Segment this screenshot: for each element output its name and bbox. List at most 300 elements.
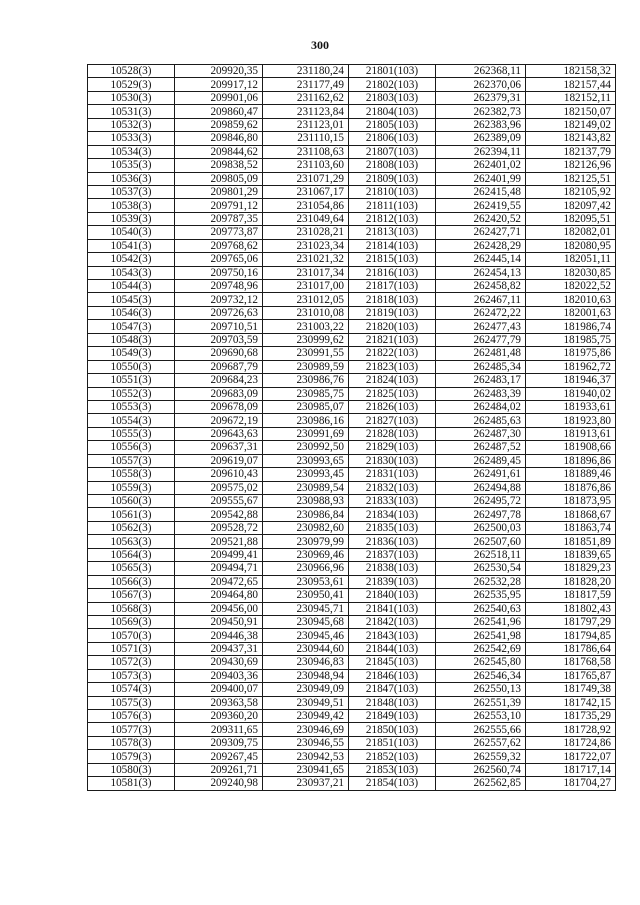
coord-y-cell: 182082,01 [526, 226, 616, 239]
point-id-cell: 21811(103) [349, 199, 436, 212]
coord-x-cell: 262557,62 [436, 736, 526, 749]
point-id-cell: 21842(103) [349, 615, 436, 628]
table-row [88, 226, 616, 239]
coord-y-cell: 230949,51 [263, 696, 349, 709]
coord-y-cell: 181704,27 [526, 777, 616, 790]
table-row [88, 656, 616, 669]
coord-y-cell: 230991,69 [263, 427, 349, 440]
coord-y-cell: 230982,60 [263, 521, 349, 534]
coord-y-cell: 231110,15 [263, 132, 349, 145]
coord-y-cell: 181794,85 [526, 629, 616, 642]
coord-y-cell: 182097,42 [526, 199, 616, 212]
coord-y-cell: 181802,43 [526, 602, 616, 615]
coord-y-cell: 181728,92 [526, 723, 616, 736]
coord-y-cell: 181765,87 [526, 669, 616, 682]
coord-x-cell: 209683,09 [175, 387, 263, 400]
coord-x-cell: 209363,58 [175, 696, 263, 709]
point-id-cell: 10571(3) [88, 642, 175, 655]
coord-x-cell: 262545,80 [436, 656, 526, 669]
coord-y-cell: 181908,66 [526, 441, 616, 454]
coord-x-cell: 262427,71 [436, 226, 526, 239]
point-id-cell: 10542(3) [88, 253, 175, 266]
coord-x-cell: 262541,96 [436, 615, 526, 628]
table-row [88, 750, 616, 763]
table-row [88, 535, 616, 548]
coord-x-cell: 209687,79 [175, 360, 263, 373]
table-row [88, 199, 616, 212]
table-row [88, 185, 616, 198]
coordinates-table-body [88, 65, 616, 791]
coord-y-cell: 181962,72 [526, 360, 616, 373]
coord-y-cell: 181896,86 [526, 454, 616, 467]
coord-x-cell: 209240,98 [175, 777, 263, 790]
coord-x-cell: 262389,09 [436, 132, 526, 145]
coord-x-cell: 209690,68 [175, 347, 263, 360]
point-id-cell: 21807(103) [349, 145, 436, 158]
coord-x-cell: 209437,31 [175, 642, 263, 655]
coord-x-cell: 262477,43 [436, 320, 526, 333]
point-id-cell: 21830(103) [349, 454, 436, 467]
table-row [88, 293, 616, 306]
coord-y-cell: 181749,38 [526, 683, 616, 696]
table-row [88, 320, 616, 333]
point-id-cell: 21827(103) [349, 414, 436, 427]
coord-x-cell: 209521,88 [175, 535, 263, 548]
table-row [88, 454, 616, 467]
table-row [88, 763, 616, 776]
point-id-cell: 21808(103) [349, 159, 436, 172]
coord-x-cell: 262401,02 [436, 159, 526, 172]
point-id-cell: 10561(3) [88, 508, 175, 521]
coord-y-cell: 230949,09 [263, 683, 349, 696]
coord-y-cell: 230937,21 [263, 777, 349, 790]
point-id-cell: 21816(103) [349, 266, 436, 279]
point-id-cell: 10555(3) [88, 427, 175, 440]
point-id-cell: 21840(103) [349, 589, 436, 602]
table-row [88, 253, 616, 266]
coord-y-cell: 231012,05 [263, 293, 349, 306]
point-id-cell: 10547(3) [88, 320, 175, 333]
coord-x-cell: 209684,23 [175, 374, 263, 387]
coord-x-cell: 262559,32 [436, 750, 526, 763]
point-id-cell: 10543(3) [88, 266, 175, 279]
point-id-cell: 10553(3) [88, 400, 175, 413]
point-id-cell: 10556(3) [88, 441, 175, 454]
coord-x-cell: 209610,43 [175, 468, 263, 481]
table-row [88, 669, 616, 682]
coord-x-cell: 209787,35 [175, 212, 263, 225]
coord-y-cell: 230942,53 [263, 750, 349, 763]
coord-y-cell: 230969,46 [263, 548, 349, 561]
point-id-cell: 10572(3) [88, 656, 175, 669]
coord-y-cell: 181742,15 [526, 696, 616, 709]
coord-x-cell: 262532,28 [436, 575, 526, 588]
coord-x-cell: 262467,11 [436, 293, 526, 306]
coord-x-cell: 209542,88 [175, 508, 263, 521]
point-id-cell: 10564(3) [88, 548, 175, 561]
coord-y-cell: 230985,75 [263, 387, 349, 400]
coord-y-cell: 230948,94 [263, 669, 349, 682]
point-id-cell: 10560(3) [88, 495, 175, 508]
coord-y-cell: 181975,86 [526, 347, 616, 360]
coord-y-cell: 231180,24 [263, 65, 349, 78]
point-id-cell: 21836(103) [349, 535, 436, 548]
point-id-cell: 10531(3) [88, 105, 175, 118]
table-row [88, 642, 616, 655]
coord-y-cell: 230993,65 [263, 454, 349, 467]
point-id-cell: 10576(3) [88, 710, 175, 723]
coord-x-cell: 262540,63 [436, 602, 526, 615]
coord-x-cell: 209403,36 [175, 669, 263, 682]
coord-x-cell: 262472,22 [436, 306, 526, 319]
point-id-cell: 21854(103) [349, 777, 436, 790]
point-id-cell: 10548(3) [88, 333, 175, 346]
coord-x-cell: 262551,39 [436, 696, 526, 709]
coord-y-cell: 182022,52 [526, 280, 616, 293]
coord-x-cell: 209859,62 [175, 118, 263, 131]
coord-x-cell: 262489,45 [436, 454, 526, 467]
table-row [88, 145, 616, 158]
coord-y-cell: 230985,07 [263, 400, 349, 413]
coord-y-cell: 181797,29 [526, 615, 616, 628]
coord-y-cell: 181735,29 [526, 710, 616, 723]
point-id-cell: 21822(103) [349, 347, 436, 360]
point-id-cell: 10533(3) [88, 132, 175, 145]
coord-y-cell: 181829,23 [526, 562, 616, 575]
point-id-cell: 10570(3) [88, 629, 175, 642]
coord-y-cell: 230993,45 [263, 468, 349, 481]
point-id-cell: 21824(103) [349, 374, 436, 387]
coord-x-cell: 262483,39 [436, 387, 526, 400]
coord-y-cell: 230986,76 [263, 374, 349, 387]
coord-x-cell: 262546,34 [436, 669, 526, 682]
table-row [88, 777, 616, 790]
point-id-cell: 21817(103) [349, 280, 436, 293]
coord-x-cell: 262542,69 [436, 642, 526, 655]
point-id-cell: 10575(3) [88, 696, 175, 709]
point-id-cell: 10579(3) [88, 750, 175, 763]
coord-x-cell: 209838,52 [175, 159, 263, 172]
point-id-cell: 10566(3) [88, 575, 175, 588]
coord-y-cell: 182010,63 [526, 293, 616, 306]
point-id-cell: 21839(103) [349, 575, 436, 588]
coord-y-cell: 230945,68 [263, 615, 349, 628]
point-id-cell: 10574(3) [88, 683, 175, 696]
point-id-cell: 21841(103) [349, 602, 436, 615]
point-id-cell: 10550(3) [88, 360, 175, 373]
point-id-cell: 10544(3) [88, 280, 175, 293]
point-id-cell: 10557(3) [88, 454, 175, 467]
point-id-cell: 10538(3) [88, 199, 175, 212]
coord-x-cell: 209400,07 [175, 683, 263, 696]
point-id-cell: 21813(103) [349, 226, 436, 239]
coord-x-cell: 209732,12 [175, 293, 263, 306]
coord-x-cell: 262497,78 [436, 508, 526, 521]
coord-x-cell: 209575,02 [175, 481, 263, 494]
point-id-cell: 21829(103) [349, 441, 436, 454]
point-id-cell: 21850(103) [349, 723, 436, 736]
coord-y-cell: 231054,86 [263, 199, 349, 212]
coord-x-cell: 209430,69 [175, 656, 263, 669]
coord-y-cell: 182051,11 [526, 253, 616, 266]
coord-x-cell: 262370,06 [436, 78, 526, 91]
coord-y-cell: 230946,55 [263, 736, 349, 749]
point-id-cell: 10546(3) [88, 306, 175, 319]
point-id-cell: 10549(3) [88, 347, 175, 360]
coord-x-cell: 262383,96 [436, 118, 526, 131]
table-row [88, 441, 616, 454]
coord-y-cell: 230989,54 [263, 481, 349, 494]
point-id-cell: 21815(103) [349, 253, 436, 266]
point-id-cell: 21802(103) [349, 78, 436, 91]
coord-x-cell: 262495,72 [436, 495, 526, 508]
coord-y-cell: 231023,34 [263, 239, 349, 252]
table-row [88, 172, 616, 185]
point-id-cell: 21819(103) [349, 306, 436, 319]
point-id-cell: 21837(103) [349, 548, 436, 561]
coord-x-cell: 209637,31 [175, 441, 263, 454]
point-id-cell: 21806(103) [349, 132, 436, 145]
table-row [88, 710, 616, 723]
table-row [88, 468, 616, 481]
coord-y-cell: 181722,07 [526, 750, 616, 763]
coord-y-cell: 181986,74 [526, 320, 616, 333]
coord-x-cell: 209920,35 [175, 65, 263, 78]
coord-x-cell: 262484,02 [436, 400, 526, 413]
coord-y-cell: 230946,69 [263, 723, 349, 736]
coord-x-cell: 209703,59 [175, 333, 263, 346]
coord-x-cell: 262530,54 [436, 562, 526, 575]
coord-x-cell: 262555,66 [436, 723, 526, 736]
point-id-cell: 10551(3) [88, 374, 175, 387]
coord-y-cell: 230941,65 [263, 763, 349, 776]
coord-x-cell: 262550,13 [436, 683, 526, 696]
coord-y-cell: 231162,62 [263, 91, 349, 104]
coord-y-cell: 182158,32 [526, 65, 616, 78]
table-row [88, 212, 616, 225]
coord-y-cell: 230944,60 [263, 642, 349, 655]
point-id-cell: 21833(103) [349, 495, 436, 508]
coord-y-cell: 230953,61 [263, 575, 349, 588]
point-id-cell: 10578(3) [88, 736, 175, 749]
coord-y-cell: 181851,89 [526, 535, 616, 548]
coord-y-cell: 181839,65 [526, 548, 616, 561]
point-id-cell: 10545(3) [88, 293, 175, 306]
coord-x-cell: 209472,65 [175, 575, 263, 588]
table-row [88, 736, 616, 749]
point-id-cell: 10540(3) [88, 226, 175, 239]
coord-y-cell: 231071,29 [263, 172, 349, 185]
point-id-cell: 21818(103) [349, 293, 436, 306]
coord-y-cell: 230949,42 [263, 710, 349, 723]
point-id-cell: 21832(103) [349, 481, 436, 494]
table-row [88, 347, 616, 360]
coord-x-cell: 209555,67 [175, 495, 263, 508]
coord-x-cell: 209748,96 [175, 280, 263, 293]
point-id-cell: 21826(103) [349, 400, 436, 413]
table-row [88, 65, 616, 78]
coord-y-cell: 230989,59 [263, 360, 349, 373]
coord-x-cell: 209619,07 [175, 454, 263, 467]
point-id-cell: 10568(3) [88, 602, 175, 615]
coord-x-cell: 262419,55 [436, 199, 526, 212]
coord-x-cell: 209494,71 [175, 562, 263, 575]
point-id-cell: 10558(3) [88, 468, 175, 481]
point-id-cell: 21814(103) [349, 239, 436, 252]
table-row [88, 360, 616, 373]
table-row [88, 91, 616, 104]
coord-x-cell: 209765,06 [175, 253, 263, 266]
coord-x-cell: 209528,72 [175, 521, 263, 534]
coord-y-cell: 182105,92 [526, 185, 616, 198]
coord-y-cell: 230999,62 [263, 333, 349, 346]
point-id-cell: 10534(3) [88, 145, 175, 158]
coord-y-cell: 181868,67 [526, 508, 616, 521]
point-id-cell: 21852(103) [349, 750, 436, 763]
coord-y-cell: 231010,08 [263, 306, 349, 319]
coord-x-cell: 262494,88 [436, 481, 526, 494]
table-row [88, 521, 616, 534]
point-id-cell: 21849(103) [349, 710, 436, 723]
coord-y-cell: 231028,21 [263, 226, 349, 239]
coord-y-cell: 231108,63 [263, 145, 349, 158]
coord-x-cell: 262541,98 [436, 629, 526, 642]
point-id-cell: 21810(103) [349, 185, 436, 198]
coord-x-cell: 209464,80 [175, 589, 263, 602]
point-id-cell: 10567(3) [88, 589, 175, 602]
coord-x-cell: 209446,38 [175, 629, 263, 642]
table-row [88, 280, 616, 293]
coord-x-cell: 209917,12 [175, 78, 263, 91]
coord-y-cell: 231021,32 [263, 253, 349, 266]
coord-x-cell: 262535,95 [436, 589, 526, 602]
point-id-cell: 21851(103) [349, 736, 436, 749]
coord-x-cell: 262415,48 [436, 185, 526, 198]
coord-y-cell: 231017,00 [263, 280, 349, 293]
coord-y-cell: 231177,49 [263, 78, 349, 91]
point-id-cell: 21803(103) [349, 91, 436, 104]
table-row [88, 159, 616, 172]
coord-x-cell: 262477,79 [436, 333, 526, 346]
coord-y-cell: 181933,61 [526, 400, 616, 413]
point-id-cell: 21812(103) [349, 212, 436, 225]
coord-y-cell: 181923,80 [526, 414, 616, 427]
coord-y-cell: 181940,02 [526, 387, 616, 400]
table-row [88, 589, 616, 602]
coord-y-cell: 231003,22 [263, 320, 349, 333]
coordinates-table [87, 64, 616, 791]
table-row [88, 333, 616, 346]
point-id-cell: 10563(3) [88, 535, 175, 548]
table-row [88, 400, 616, 413]
coord-x-cell: 262487,30 [436, 427, 526, 440]
point-id-cell: 21805(103) [349, 118, 436, 131]
coord-x-cell: 209750,16 [175, 266, 263, 279]
coord-x-cell: 262481,48 [436, 347, 526, 360]
coord-x-cell: 209311,65 [175, 723, 263, 736]
point-id-cell: 10552(3) [88, 387, 175, 400]
point-id-cell: 21823(103) [349, 360, 436, 373]
coord-y-cell: 181817,59 [526, 589, 616, 602]
coord-y-cell: 181913,61 [526, 427, 616, 440]
point-id-cell: 10530(3) [88, 91, 175, 104]
coord-x-cell: 209791,12 [175, 199, 263, 212]
coord-x-cell: 262553,10 [436, 710, 526, 723]
coord-x-cell: 262445,14 [436, 253, 526, 266]
coord-y-cell: 231103,60 [263, 159, 349, 172]
coord-x-cell: 262382,73 [436, 105, 526, 118]
coord-y-cell: 230945,46 [263, 629, 349, 642]
point-id-cell: 21843(103) [349, 629, 436, 642]
coord-x-cell: 209309,75 [175, 736, 263, 749]
point-id-cell: 10562(3) [88, 521, 175, 534]
table-row [88, 562, 616, 575]
point-id-cell: 21804(103) [349, 105, 436, 118]
coord-x-cell: 262420,52 [436, 212, 526, 225]
coord-x-cell: 209450,91 [175, 615, 263, 628]
point-id-cell: 10532(3) [88, 118, 175, 131]
coord-x-cell: 262491,61 [436, 468, 526, 481]
coord-x-cell: 262368,11 [436, 65, 526, 78]
table-row [88, 696, 616, 709]
table-row [88, 602, 616, 615]
coord-y-cell: 230992,50 [263, 441, 349, 454]
coord-y-cell: 231049,64 [263, 212, 349, 225]
coord-y-cell: 182126,96 [526, 159, 616, 172]
coord-y-cell: 181985,75 [526, 333, 616, 346]
table-row [88, 374, 616, 387]
coord-y-cell: 230991,55 [263, 347, 349, 360]
table-row [88, 132, 616, 145]
table-row [88, 427, 616, 440]
coord-x-cell: 262518,11 [436, 548, 526, 561]
point-id-cell: 10573(3) [88, 669, 175, 682]
coord-x-cell: 262562,85 [436, 777, 526, 790]
point-id-cell: 10535(3) [88, 159, 175, 172]
point-id-cell: 21809(103) [349, 172, 436, 185]
coord-y-cell: 182137,79 [526, 145, 616, 158]
coord-y-cell: 182143,82 [526, 132, 616, 145]
point-id-cell: 10541(3) [88, 239, 175, 252]
coord-y-cell: 230986,84 [263, 508, 349, 521]
coord-x-cell: 262500,03 [436, 521, 526, 534]
coord-y-cell: 182150,07 [526, 105, 616, 118]
point-id-cell: 21838(103) [349, 562, 436, 575]
coord-y-cell: 181828,20 [526, 575, 616, 588]
coord-y-cell: 182149,02 [526, 118, 616, 131]
coord-x-cell: 209846,80 [175, 132, 263, 145]
point-id-cell: 21847(103) [349, 683, 436, 696]
coord-x-cell: 262487,52 [436, 441, 526, 454]
coord-x-cell: 209261,71 [175, 763, 263, 776]
coord-x-cell: 262485,34 [436, 360, 526, 373]
table-row [88, 239, 616, 252]
coord-x-cell: 209860,47 [175, 105, 263, 118]
point-id-cell: 21835(103) [349, 521, 436, 534]
coord-y-cell: 231123,84 [263, 105, 349, 118]
point-id-cell: 21825(103) [349, 387, 436, 400]
coord-y-cell: 181717,14 [526, 763, 616, 776]
coord-y-cell: 230979,99 [263, 535, 349, 548]
table-row [88, 387, 616, 400]
point-id-cell: 21821(103) [349, 333, 436, 346]
table-row [88, 615, 616, 628]
point-id-cell: 10577(3) [88, 723, 175, 736]
coord-y-cell: 181863,74 [526, 521, 616, 534]
point-id-cell: 21845(103) [349, 656, 436, 669]
point-id-cell: 21834(103) [349, 508, 436, 521]
coord-x-cell: 262507,60 [436, 535, 526, 548]
